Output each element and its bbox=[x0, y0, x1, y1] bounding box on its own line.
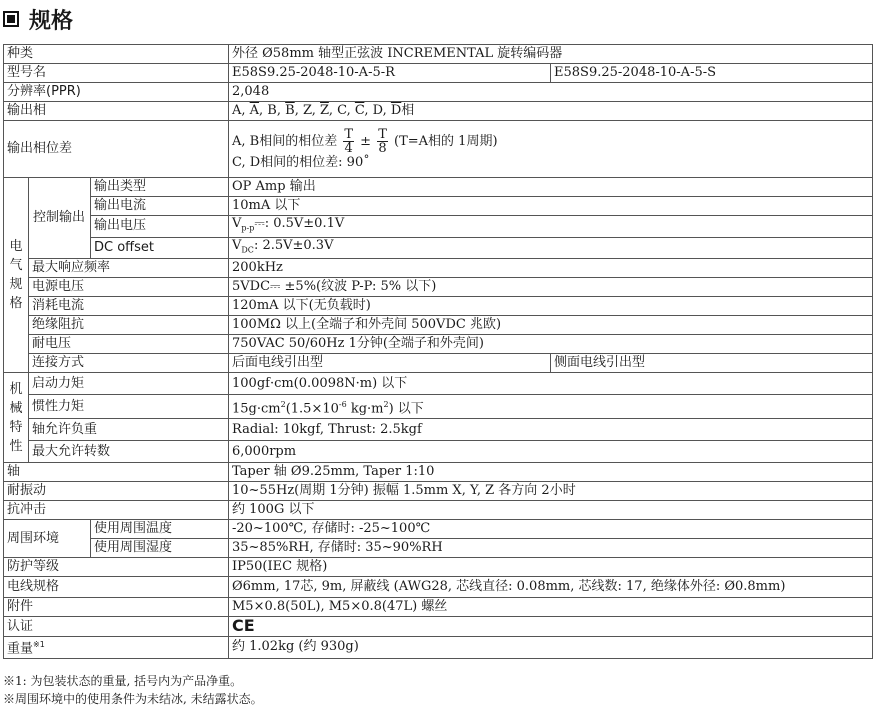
row-label: 耐电压 bbox=[29, 335, 229, 354]
table-row bbox=[4, 501, 873, 520]
table-row bbox=[4, 45, 873, 64]
row-label: 防护等级 bbox=[4, 558, 229, 577]
row-value: Taper 轴 Ø9.25mm, Taper 1:10 bbox=[229, 463, 873, 482]
row-label: 轴 bbox=[4, 463, 229, 482]
row-value: 6,000rpm bbox=[229, 441, 873, 463]
row-label: DC offset bbox=[91, 237, 229, 259]
table-row bbox=[4, 482, 873, 501]
row-label: 输出电压 bbox=[91, 216, 229, 238]
env-label: 周围环境 bbox=[4, 520, 91, 558]
table-row bbox=[4, 316, 873, 335]
table-row bbox=[4, 64, 873, 83]
model-r: E58S9.25-2048-10-A-5-R bbox=[229, 64, 551, 83]
footnote: ※1: 为包装状态的重量, 括号内为产品净重。 bbox=[3, 674, 243, 688]
table-row bbox=[4, 395, 873, 419]
footnote: ※周围环境中的使用条件为未结冰, 未结露状态。 bbox=[3, 692, 263, 706]
output-phases: A, $\overline{A}$, B, $\overline{B}$, Z, $\overline{Z}$, C, $\overline{C}$, D, $\overline{D}$相 bbox=[229, 102, 873, 121]
row-label: 输出电流 bbox=[91, 197, 229, 216]
row-value: $V_{p-p}⎓$: 0.5V±0.1V bbox=[229, 216, 873, 238]
table-row bbox=[4, 419, 873, 441]
row-value: OP Amp 输出 bbox=[229, 178, 873, 197]
row-label: 认证 bbox=[4, 617, 229, 637]
row-label: 输出相位差 bbox=[4, 121, 229, 178]
row-value: 120mA 以下(无负载时) bbox=[229, 297, 873, 316]
row-label: 轴允许负重 bbox=[29, 419, 229, 441]
row-label: 种类 bbox=[4, 45, 229, 64]
table-row bbox=[4, 297, 873, 316]
row-value: Radial: 10kgf, Thrust: 2.5kgf bbox=[229, 419, 873, 441]
connection-rear: 后面电线引出型 bbox=[229, 354, 551, 373]
table-row bbox=[4, 278, 873, 297]
row-label: 抗冲击 bbox=[4, 501, 229, 520]
ce-mark-icon: CE bbox=[229, 617, 873, 637]
row-label: 重量$^{※1}$ bbox=[4, 637, 229, 658]
row-value: A, B相间的相位差 $\frac{T}{4}$ ± $\frac{T}{8}$ (T=A相的 1周期) C, D相间的相位差: 90˚ bbox=[229, 121, 873, 178]
row-label: 绝缘阻抗 bbox=[29, 316, 229, 335]
row-label: 惯性力矩 bbox=[29, 395, 229, 419]
row-label: 输出类型 bbox=[91, 178, 229, 197]
row-value: IP50(IEC 规格) bbox=[229, 558, 873, 577]
table-row bbox=[4, 577, 873, 598]
table-row bbox=[4, 617, 873, 637]
row-value: 外径 Ø58mm 轴型正弦波 INCREMENTAL 旋转编码器 bbox=[229, 45, 873, 64]
row-value: 约 100G 以下 bbox=[229, 501, 873, 520]
row-value: M5×0.8(50L), M5×0.8(47L) 螺丝 bbox=[229, 598, 873, 617]
connection-side: 侧面电线引出型 bbox=[551, 354, 873, 373]
electrical-group-label: 电气规格 bbox=[4, 178, 29, 373]
table-row bbox=[4, 520, 873, 539]
row-value: 10mA 以下 bbox=[229, 197, 873, 216]
row-label: 输出相 bbox=[4, 102, 229, 121]
row-value: $V_{DC}$: 2.5V±0.3V bbox=[229, 237, 873, 259]
table-row bbox=[4, 259, 873, 278]
row-label: 连接方式 bbox=[29, 354, 229, 373]
table-row bbox=[4, 539, 873, 558]
row-value: 200kHz bbox=[229, 259, 873, 278]
row-value: 10~55Hz(周期 1分钟) 振幅 1.5mm X, Y, Z 各方向 2小时 bbox=[229, 482, 873, 501]
row-label: 分辨率(PPR) bbox=[4, 83, 229, 102]
table-row bbox=[4, 102, 873, 121]
row-value: 750VAC 50/60Hz 1分钟(全端子和外壳间) bbox=[229, 335, 873, 354]
table-row bbox=[4, 598, 873, 617]
table-row bbox=[4, 637, 873, 658]
table-row bbox=[4, 121, 873, 178]
row-value: 2,048 bbox=[229, 83, 873, 102]
table-row bbox=[4, 463, 873, 482]
row-value: -20~100℃, 存储时: -25~100℃ bbox=[229, 520, 873, 539]
mechanical-group-label: 机械特性 bbox=[4, 373, 29, 463]
table-row bbox=[4, 335, 873, 354]
row-label: 电线规格 bbox=[4, 577, 229, 598]
row-value: 100gf·cm(0.0098N·m) 以下 bbox=[229, 373, 873, 395]
row-value: 约 1.02kg (约 930g) bbox=[229, 637, 873, 658]
row-label: 电源电压 bbox=[29, 278, 229, 297]
row-label: 使用周围湿度 bbox=[91, 539, 229, 558]
table-row bbox=[4, 197, 873, 216]
table-row bbox=[4, 83, 873, 102]
control-output-label: 控制输出 bbox=[29, 178, 91, 259]
row-label: 型号名 bbox=[4, 64, 229, 83]
row-value: 100MΩ 以上(全端子和外壳间 500VDC 兆欧) bbox=[229, 316, 873, 335]
table-row bbox=[4, 441, 873, 463]
row-label: 附件 bbox=[4, 598, 229, 617]
model-s: E58S9.25-2048-10-A-5-S bbox=[551, 64, 873, 83]
table-row bbox=[4, 354, 873, 373]
row-label: 最大允许转数 bbox=[29, 441, 229, 463]
row-value: 5VDC⎓ ±5%(纹波 P-P: 5% 以下) bbox=[229, 278, 873, 297]
row-value: 35~85%RH, 存储时: 35~90%RH bbox=[229, 539, 873, 558]
section-title: 规格 bbox=[29, 8, 74, 34]
spec-table bbox=[3, 44, 873, 659]
row-label: 消耗电流 bbox=[29, 297, 229, 316]
row-value: $15g\cdot cm^2(1.5\times 10^{-6}$ $kg\cdot m^2$) 以下 bbox=[229, 395, 873, 419]
table-row bbox=[4, 558, 873, 577]
row-label: 最大响应频率 bbox=[29, 259, 229, 278]
square-bullet-icon bbox=[3, 11, 19, 27]
section-header bbox=[3, 4, 73, 34]
table-row bbox=[4, 178, 873, 197]
table-row bbox=[4, 237, 873, 259]
row-label: 使用周围温度 bbox=[91, 520, 229, 539]
table-row bbox=[4, 216, 873, 238]
row-value: Ø6mm, 17芯, 9m, 屏蔽线 (AWG28, 芯线直径: 0.08mm, 芯线数: 17, 绝缘体外径: Ø0.8mm) bbox=[229, 577, 873, 598]
row-label: 耐振动 bbox=[4, 482, 229, 501]
row-label: 启动力矩 bbox=[29, 373, 229, 395]
table-row bbox=[4, 373, 873, 395]
